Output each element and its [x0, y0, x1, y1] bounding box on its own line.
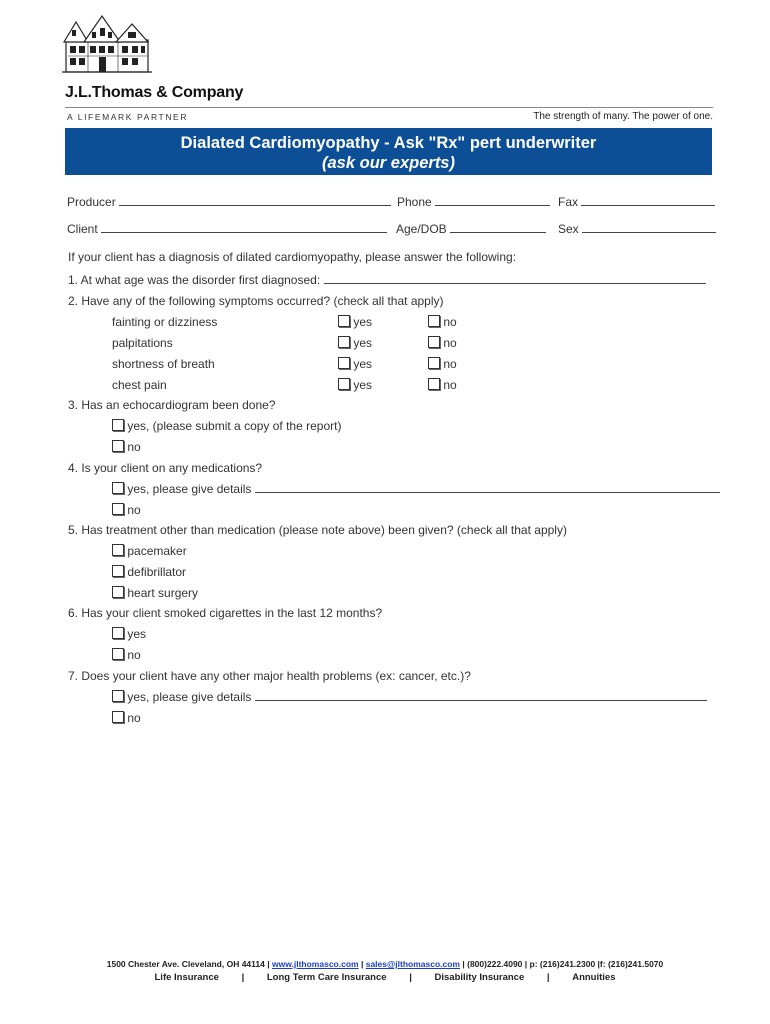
phone-input[interactable] — [435, 195, 550, 206]
question-1-input[interactable] — [324, 273, 706, 284]
symptom-yes-option — [338, 378, 372, 392]
sex-field — [558, 222, 716, 236]
answer-option — [112, 503, 141, 517]
symptom-no-option — [428, 357, 457, 371]
question-6: 6. Has your client smoked cigarettes in the last 12 months? — [68, 606, 383, 620]
company-name: J.L.Thomas & Company — [65, 84, 244, 101]
answer-checkbox[interactable] — [112, 440, 124, 452]
product-ltc: Long Term Care Insurance — [266, 972, 387, 983]
intro-text: If your client has a diagnosis of dilated cardiomyopathy, please answer the following: — [68, 250, 517, 264]
footer-address: 1500 Chester Ave. Cleveland, OH 44114 | — [106, 959, 270, 969]
answer-checkbox[interactable] — [112, 690, 124, 702]
answer-label: yes — [127, 627, 147, 641]
no-label: no — [443, 378, 457, 392]
answer-checkbox[interactable] — [112, 419, 124, 431]
symptom-yes-checkbox[interactable] — [338, 336, 350, 348]
answer-label: no — [127, 711, 141, 725]
answer-option — [112, 544, 187, 558]
footer-separator: | — [409, 972, 412, 983]
answer-option — [112, 648, 141, 662]
no-label: no — [443, 315, 457, 329]
age-dob-label: Age/DOB — [396, 222, 447, 236]
age-dob-input[interactable] — [450, 222, 546, 233]
symptom-label: chest pain — [112, 378, 167, 392]
title-banner — [65, 128, 712, 175]
client-label: Client — [67, 222, 98, 236]
no-label: no — [443, 357, 457, 371]
yes-label: yes — [353, 315, 373, 329]
symptom-no-checkbox[interactable] — [428, 357, 440, 369]
sex-label: Sex — [558, 222, 579, 236]
age-dob-field — [396, 222, 546, 236]
client-input[interactable] — [101, 222, 387, 233]
question-3: 3. Has an echocardiogram been done? — [68, 398, 276, 412]
question-7: 7. Does your client have any other major health problems (ex: cancer, etc.)? — [68, 669, 471, 683]
fax-label: Fax — [558, 195, 579, 209]
tagline: The strength of many. The power of one. — [533, 111, 713, 122]
answer-option — [112, 627, 146, 641]
answer-label: yes, please give details — [127, 690, 252, 704]
product-life: Life Insurance — [154, 972, 219, 983]
footer-separator: | — [546, 972, 550, 983]
answer-label: yes, please give details — [127, 482, 252, 496]
form-title: Dialated Cardiomyopathy - Ask "Rx" pert underwriter — [180, 134, 597, 152]
answer-option — [112, 711, 141, 725]
symptom-yes-option — [338, 357, 372, 371]
question-2: 2. Have any of the following symptoms occurred? (check all that apply) — [68, 294, 444, 308]
footer-contact — [0, 959, 770, 969]
health-details-input[interactable] — [255, 690, 707, 701]
building-logo — [62, 12, 152, 74]
answer-label: pacemaker — [127, 544, 187, 558]
yes-label: yes — [353, 378, 373, 392]
product-annuities: Annuities — [572, 972, 616, 983]
symptom-yes-option — [338, 315, 372, 329]
question-1-label: 1. At what age was the disorder first diagnosed: — [68, 273, 321, 287]
footer-products — [0, 972, 770, 983]
fax-field — [558, 195, 715, 209]
answer-label: heart surgery — [127, 586, 199, 600]
symptom-no-checkbox[interactable] — [428, 336, 440, 348]
yes-label: yes — [353, 336, 373, 350]
symptom-no-checkbox[interactable] — [428, 378, 440, 390]
email-link[interactable]: sales@jlthomasco.com — [365, 959, 460, 969]
answer-option — [112, 565, 186, 579]
answer-label: no — [127, 503, 141, 517]
symptom-yes-option — [338, 336, 372, 350]
website-link[interactable]: www.jlthomasco.com — [271, 959, 359, 969]
symptom-yes-checkbox[interactable] — [338, 315, 350, 327]
footer-phones: | (800)222.4090 | p: (216)241.2300 |f: (216)241.5070 — [462, 959, 664, 969]
answer-label: no — [127, 440, 141, 454]
producer-label: Producer — [67, 195, 116, 209]
phone-field — [397, 195, 550, 209]
question-4: 4. Is your client on any medications? — [68, 461, 263, 475]
answer-label: yes, (please submit a copy of the report) — [127, 419, 342, 433]
symptom-label: fainting or dizziness — [112, 315, 218, 329]
answer-option — [112, 440, 141, 454]
question-1 — [68, 273, 706, 287]
answer-option — [112, 419, 341, 433]
phone-label: Phone — [397, 195, 432, 209]
symptom-no-checkbox[interactable] — [428, 315, 440, 327]
answer-checkbox[interactable] — [112, 627, 124, 639]
answer-option — [112, 482, 720, 496]
symptom-yes-checkbox[interactable] — [338, 357, 350, 369]
answer-label: defibrillator — [127, 565, 187, 579]
producer-field — [67, 195, 391, 209]
client-field — [67, 222, 387, 236]
answer-checkbox[interactable] — [112, 503, 124, 515]
answer-option — [112, 586, 198, 600]
footer-separator: | — [241, 972, 245, 983]
symptom-yes-checkbox[interactable] — [338, 378, 350, 390]
partner-label: A LIFEMARK PARTNER — [67, 112, 189, 122]
answer-label: no — [127, 648, 141, 662]
answer-checkbox[interactable] — [112, 482, 124, 494]
answer-checkbox[interactable] — [112, 648, 124, 660]
yes-label: yes — [353, 357, 373, 371]
answer-option — [112, 690, 707, 704]
form-subtitle: (ask our experts) — [322, 154, 455, 172]
sex-input[interactable] — [582, 222, 716, 233]
question-5: 5. Has treatment other than medication (please note above) been given? (check all that apply) — [68, 523, 567, 537]
medication-details-input[interactable] — [255, 482, 720, 493]
fax-input[interactable] — [581, 195, 715, 206]
answer-checkbox[interactable] — [112, 565, 124, 577]
header-divider — [65, 107, 713, 108]
symptom-no-option — [428, 336, 457, 350]
answer-checkbox[interactable] — [112, 711, 124, 723]
symptom-no-option — [428, 315, 457, 329]
answer-checkbox[interactable] — [112, 544, 124, 556]
symptom-label: shortness of breath — [112, 357, 215, 371]
answer-checkbox[interactable] — [112, 586, 124, 598]
product-disability: Disability Insurance — [434, 972, 525, 983]
symptom-label: palpitations — [112, 336, 173, 350]
no-label: no — [443, 336, 457, 350]
symptom-no-option — [428, 378, 457, 392]
footer-separator: | — [360, 959, 364, 969]
producer-input[interactable] — [119, 195, 391, 206]
